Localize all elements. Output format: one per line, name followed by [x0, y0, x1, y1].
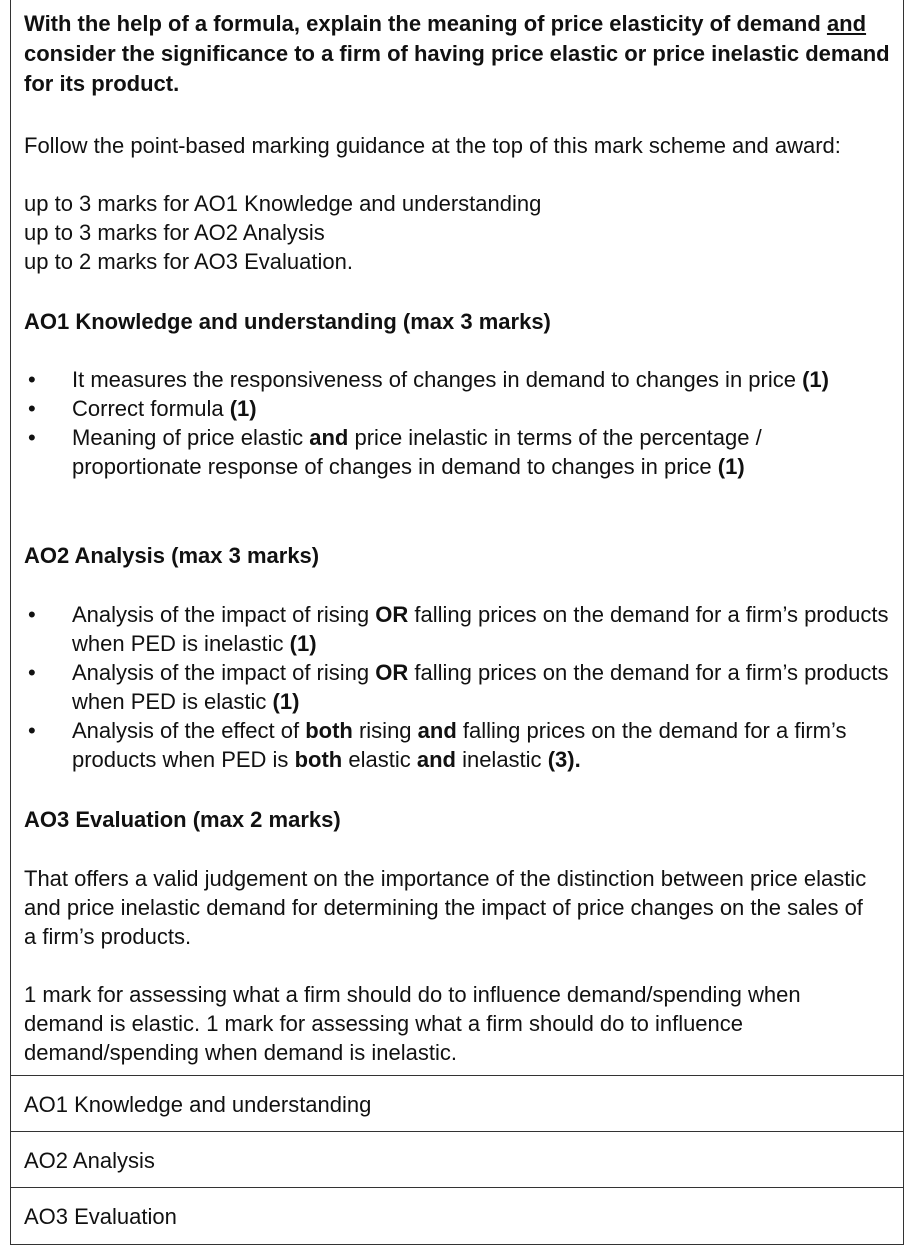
- ao3-paragraph-2: 1 mark for assessing what a firm should do to influence demand/spending when demand is elastic. 1 mark for assessing what a firm should do to influence demand/spending when demand is inelastic.: [24, 982, 801, 1065]
- summary-row-ao3: [11, 1189, 903, 1243]
- guidance-line-ao1: up to 3 marks for AO1 Knowledge and understanding: [24, 191, 542, 216]
- mark-scheme-main-cell: [11, 0, 903, 1076]
- guidance-line-ao3: up to 2 marks for AO3 Evaluation.: [24, 249, 353, 274]
- summary-row-ao2: [11, 1133, 903, 1188]
- question-text: With the help of a formula, explain the meaning of price elasticity of demand and consider the significance to a firm of having price elastic or price inelastic demand for its product.: [24, 11, 890, 96]
- ao1-bullet-1: • It measures the responsiveness of changes in demand to changes in price (1): [24, 365, 894, 394]
- ao2-bullet-3: • Analysis of the effect of both rising and falling prices on the demand for a firm’s products when PED is both elastic and inelastic (3).: [24, 716, 894, 774]
- ao1-list: [24, 365, 894, 481]
- ao2-bullet-2: • Analysis of the impact of rising OR falling prices on the demand for a firm’s products when PED is elastic (1): [24, 658, 894, 716]
- ao2-list: [24, 600, 894, 774]
- ao2-bullet-1: • Analysis of the impact of rising OR falling prices on the demand for a firm’s products when PED is inelastic (1): [24, 600, 894, 658]
- ao3-heading: AO3 Evaluation (max 2 marks): [24, 807, 341, 832]
- summary-row-ao3-label: AO3 Evaluation: [24, 1204, 177, 1229]
- ao3-paragraph-1: That offers a valid judgement on the importance of the distinction between price elastic and price inelastic demand for determining the impact of price changes on the sales of a firm’s products.: [24, 866, 867, 949]
- summary-row-ao2-label: AO2 Analysis: [24, 1148, 155, 1173]
- summary-row-ao1-label: AO1 Knowledge and understanding: [24, 1092, 372, 1117]
- ao1-bullet-2: • Correct formula (1): [24, 394, 894, 423]
- underlined-and: and: [826, 11, 867, 36]
- mark-scheme-table: [10, 0, 904, 1245]
- summary-row-ao1: [11, 1077, 903, 1132]
- guidance-intro: Follow the point-based marking guidance at the top of this mark scheme and award:: [24, 133, 841, 158]
- ao1-heading: AO1 Knowledge and understanding (max 3 marks): [24, 309, 551, 334]
- ao2-heading: AO2 Analysis (max 3 marks): [24, 543, 320, 568]
- guidance-line-ao2: up to 3 marks for AO2 Analysis: [24, 220, 325, 245]
- ao1-bullet-3: • Meaning of price elastic and price inelastic in terms of the percentage / proportionate response of changes in demand to changes in price (1): [24, 423, 894, 481]
